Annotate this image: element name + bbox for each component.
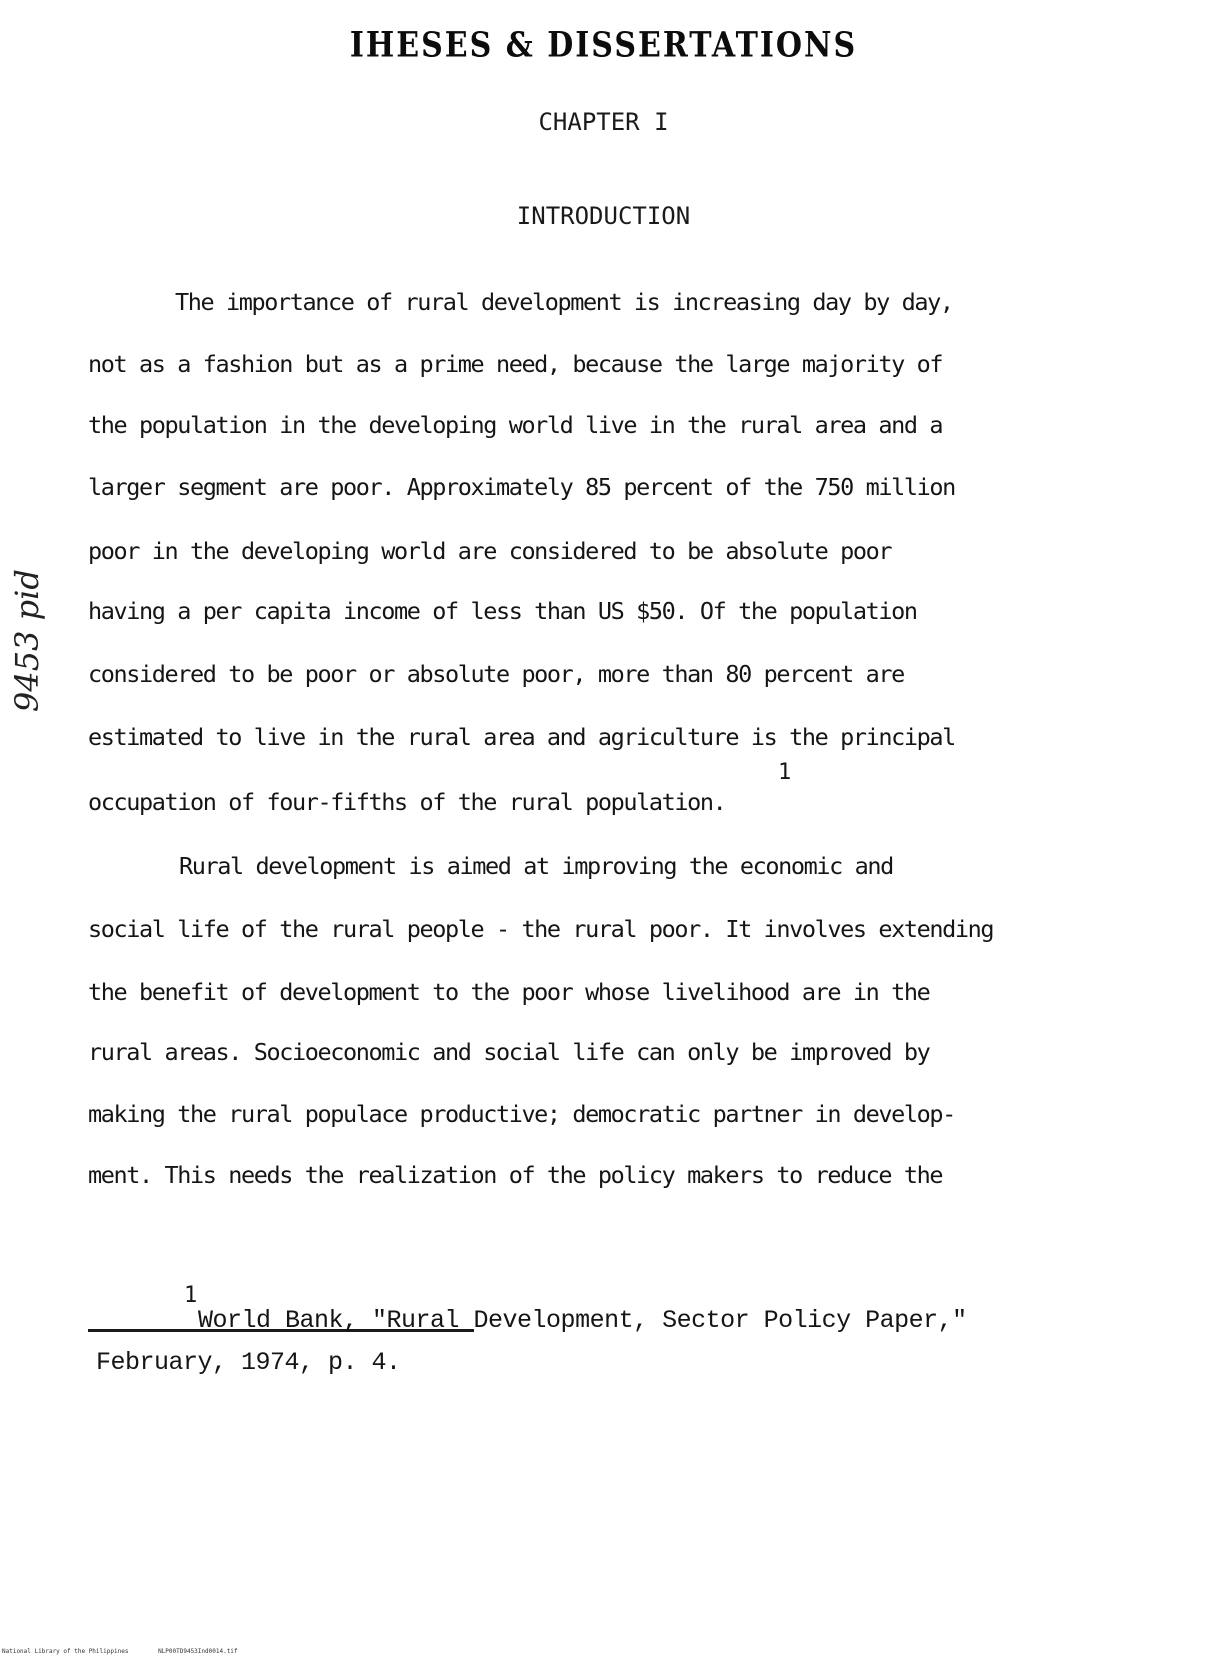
library-name: National Library of the Philippines: [2, 1648, 129, 1655]
chapter-heading: CHAPTER I: [538, 108, 669, 136]
text-line: poor in the developing world are considered to be absolute poor: [88, 537, 892, 565]
text-line: social life of the rural people - the rural poor. It involves extending: [88, 915, 994, 943]
text-line: occupation of four-fifths of the rural population.: [88, 788, 726, 816]
text-line: Rural development is aimed at improving the economic and: [179, 852, 893, 880]
text-line: not as a fashion but as a prime need, because the large majority of: [88, 350, 943, 378]
text-line: considered to be poor or absolute poor, more than 80 percent are: [88, 660, 904, 688]
footnote-line: World Bank, "Rural Development, Sector Policy Paper,": [198, 1306, 967, 1335]
footnote-reference: 1: [778, 760, 792, 785]
text-line: the benefit of development to the poor whose livelihood are in the: [88, 978, 930, 1006]
file-id: NLP00TD9453Ind0014.tif: [158, 1648, 238, 1655]
footnote-line: February, 1974, p. 4.: [96, 1348, 401, 1377]
text-line: rural areas. Socioeconomic and social life can only be improved by: [88, 1038, 930, 1066]
text-line: having a per capita income of less than US $50. Of the population: [88, 597, 917, 625]
text-line: The importance of rural development is increasing day by day,: [175, 288, 953, 316]
text-line: ment. This needs the realization of the policy makers to reduce the: [88, 1161, 943, 1189]
scan-footer: [2, 1648, 264, 1655]
text-line: making the rural populace productive; democratic partner in develop-: [88, 1100, 955, 1128]
text-line: the population in the developing world live in the rural area and a: [88, 411, 943, 439]
text-line: estimated to live in the rural area and agriculture is the principal: [88, 723, 955, 751]
text-line: larger segment are poor. Approximately 85 percent of the 750 million: [88, 473, 955, 501]
theses-dissertations-stamp: IHESES & DISSERTATIONS: [349, 25, 858, 66]
handwritten-margin-note: 9453 pid: [8, 569, 46, 712]
footnote-number: 1: [184, 1283, 198, 1308]
section-title: INTRODUCTION: [516, 202, 691, 230]
